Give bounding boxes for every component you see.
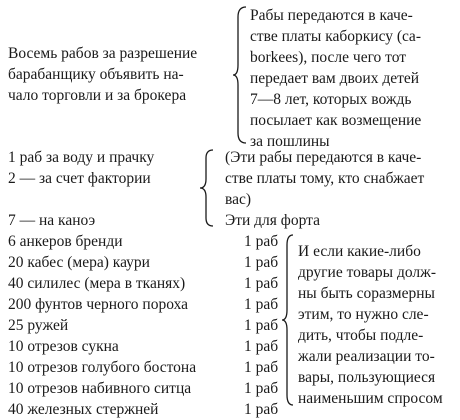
section2-right-line: Эти для форта bbox=[225, 212, 320, 229]
list-item bbox=[8, 294, 288, 315]
goods-name: 10 отрезов набивного ситца bbox=[8, 380, 192, 397]
section2-left-line: 2 — за счет фактории bbox=[8, 170, 151, 187]
section2-left-line: 1 раб за воду и прачку bbox=[8, 149, 155, 166]
note-line: жали реализации то- bbox=[298, 348, 435, 365]
section1-brace bbox=[232, 5, 248, 145]
section1-right-line: за пошлины bbox=[250, 133, 330, 150]
section1-left-line: чало торговли и за брокера bbox=[8, 87, 187, 104]
goods-name: 40 железных стержней bbox=[8, 401, 159, 418]
section1-right-line: посылает как возмещение bbox=[250, 112, 422, 129]
section1-left-line: Восемь рабов за разрешение bbox=[8, 45, 198, 62]
list-item bbox=[8, 378, 288, 399]
goods-price: 1 раб bbox=[244, 317, 279, 334]
section2-left-line: 7 — на каноэ bbox=[8, 212, 96, 229]
section2-left-text bbox=[8, 147, 154, 231]
section1-right-line: borkees), после чего тот bbox=[250, 49, 407, 66]
list-item bbox=[8, 336, 288, 357]
section1-right-text bbox=[250, 5, 421, 152]
note-line: этим, то нужно сле- bbox=[298, 306, 429, 323]
section2-brace bbox=[199, 148, 215, 228]
goods-name: 10 отрезов сукна bbox=[8, 338, 119, 355]
goods-name: 10 отрезов голубого бостона bbox=[8, 359, 197, 376]
list-item bbox=[8, 252, 288, 273]
goods-price: 1 раб bbox=[244, 254, 279, 271]
section1-right-line: 7—8 лет, которых вождь bbox=[250, 91, 412, 108]
section3-note-text bbox=[298, 241, 443, 409]
section1-left-text bbox=[8, 43, 197, 106]
goods-name: 200 фунтов черного пороха bbox=[8, 296, 188, 313]
note-line: И если какие-либо bbox=[298, 243, 421, 260]
section2-left-line bbox=[8, 189, 154, 210]
note-line: другие товары долж- bbox=[298, 264, 436, 281]
goods-name: 25 ружей bbox=[8, 317, 69, 334]
goods-price: 1 раб bbox=[244, 296, 279, 313]
section2-right-line: (Эти рабы передаются в каче- bbox=[225, 149, 422, 166]
section3-brace bbox=[281, 233, 295, 407]
section1-right-line: Рабы передаются в каче- bbox=[250, 7, 413, 24]
goods-price: 1 раб bbox=[244, 380, 279, 397]
section1-right-line: передает вам двоих детей bbox=[250, 70, 420, 87]
note-line: ны быть соразмерны bbox=[298, 285, 435, 302]
list-item bbox=[8, 231, 288, 252]
goods-price: 1 раб bbox=[244, 233, 279, 250]
section1-right-line: стве платы каборкису (ca- bbox=[250, 28, 421, 45]
section2-right-line: стве платы тому, кто снабжает bbox=[225, 170, 425, 187]
goods-name: 20 кабес (мера) каури bbox=[8, 254, 150, 271]
list-item bbox=[8, 315, 288, 336]
section2-right-text bbox=[225, 147, 424, 231]
goods-price: 1 раб bbox=[244, 401, 279, 418]
list-item bbox=[8, 273, 288, 294]
goods-name: 40 силилес (мера в тканях) bbox=[8, 275, 186, 292]
goods-list bbox=[8, 231, 288, 420]
goods-price: 1 раб bbox=[244, 359, 279, 376]
note-line: дить, чтобы подле- bbox=[298, 327, 424, 344]
list-item bbox=[8, 357, 288, 378]
section1-left-line: барабанщику объявить на- bbox=[8, 66, 184, 83]
section2-right-line: вас) bbox=[225, 191, 252, 208]
goods-price: 1 раб bbox=[244, 338, 279, 355]
note-line: вары, пользующиеся bbox=[298, 369, 436, 386]
list-item bbox=[8, 399, 288, 420]
goods-price: 1 раб bbox=[244, 275, 279, 292]
goods-name: 6 анкеров бренди bbox=[8, 233, 123, 250]
note-line: наименьшим спросом bbox=[298, 390, 443, 407]
